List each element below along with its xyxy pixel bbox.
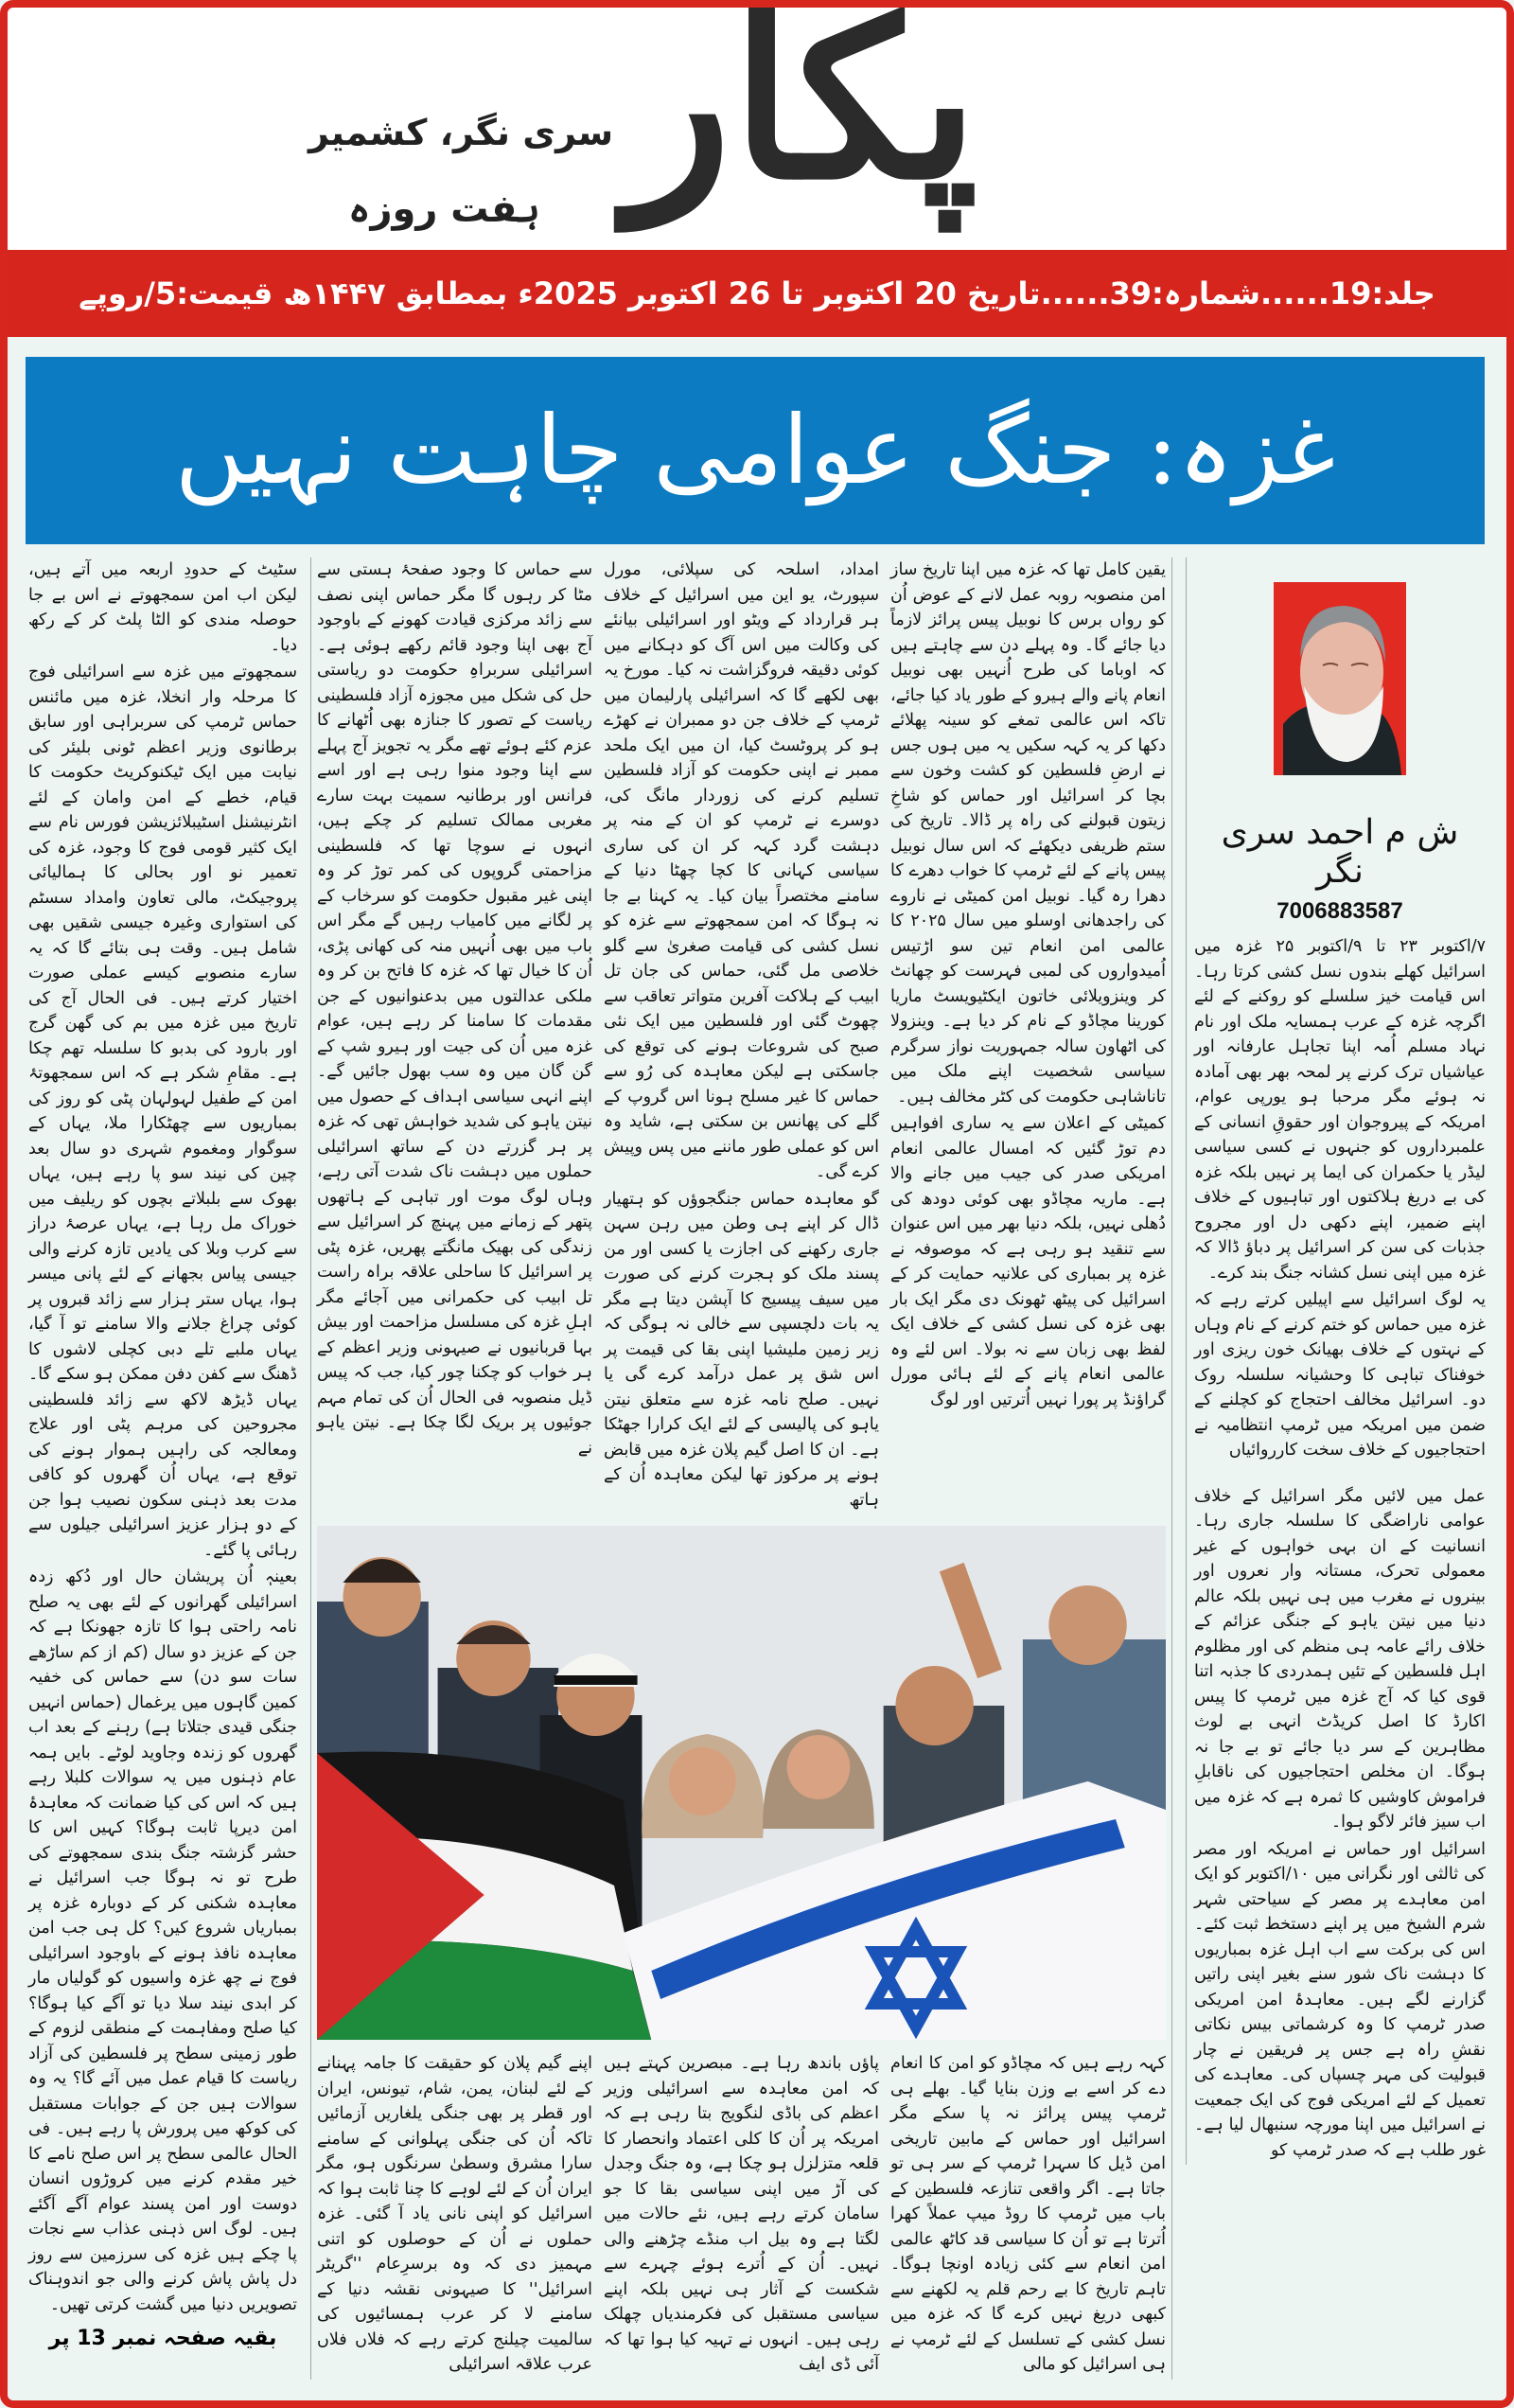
main-headline: غزہ: جنگ عوامی چاہت نہیں xyxy=(26,357,1485,544)
masthead xyxy=(8,0,1506,257)
article-column-5-top xyxy=(1194,934,1486,1463)
middle-columns xyxy=(310,558,1172,2380)
left-column xyxy=(28,558,297,2350)
palestinian-flag xyxy=(317,1752,651,2040)
article-column-4-bottom xyxy=(890,2051,1166,2380)
right-column xyxy=(1186,558,1486,2165)
article-column-3-top xyxy=(604,558,879,1514)
article-paragraph: عمل میں لائیں مگر اسرائیل کے خلاف عوامی ناراضگی کا سلسلہ جاری رہا۔ انسانیت کے ان بہی خواہوں کے غیر معمولی تحرک، مستانہ وار نعروں اور بینروں نے مغرب میں ہی نہیں بلکہ عالم دنیا میں نیتن یاہو کے جنگی عزائم کے خلاف رائے عامہ ہی منظم کی اور مظلوم اہل فلسطین کے تئیں ہمدردی کا جذبہ اتنا قوی کیا کہ آج غزہ میں ٹرمپ کا پیس اکارڈ کا اصل کریڈٹ انہی بے لوث مظاہرین کے سر دیا جائے تو بے جا نہ ہوگا۔ ان مخلص احتجاجیوں کی ناقابلِ فراموش کاوشیں کا ثمرہ ہے کہ غزہ میں اب سیز فائر لاگو ہوا۔ xyxy=(1194,1486,1486,1832)
issue-info-band: جلد:19......شمارہ:39......تاریخ 20 اکتوبر تا 26 اکتوبر 2025ء بمطابق ۱۴۴۷ھ قیمت:5/روپے xyxy=(8,250,1506,337)
article-paragraph: یہ لوگ اسرائیل سے اپیلیں کرتے رہے کہ غزہ میں حماس کو ختم کرنے کے نام وہاں کے نہتوں کے خلاف بھیانک خون ریزی اور خوفناک تباہی کا وحشیانہ سلسلہ روک دو۔ اسرائیل مخالف احتجاج کو کچلنے کے ضمن میں امریکہ میں ٹرمپ انتظامیہ نے احتجاجیوں کے خلاف سخت کارروائیاں xyxy=(1194,1290,1486,1460)
article-column-5-bottom xyxy=(1194,1484,1486,2164)
article-paragraph: گو معاہدہ حماس جنگجوؤں کو ہتھیار ڈال کر اپنے ہی وطن میں رہن سہن جاری رکھنے کی اجازت یا کسی اور من پسند ملک کو ہجرت کرنے کی صورت میں سیف پیسیج کا آپشن دیتا ہے مگر یہ بات دلچسپی سے خالی نہ ہوگی کہ زیر زمین ملیشیا اپنی بقا کی قیمت پر اس شق پر عمل درآمد کرے گی یا نہیں۔ صلح نامہ غزہ سے متعلق نیتن یاہو کی پالیسی کے لئے ایک کرارا جھٹکا ہے۔ ان کا اصل گیم پلان غزہ میں قابض ہونے پر مرکوز تھا لیکن معاہدہ اُن کے ہاتھ xyxy=(604,1189,879,1510)
article-paragraph: کمیٹی کے اعلان سے یہ ساری افواہیں دم توڑ گئیں کہ امسال عالمی انعام امریکی صدر کی جیب میں جانے والا ہے۔ ماریہ مچاڈو بھی کوئی دودھ کی دُھلی نہیں، بلکہ دنیا بھر میں اس عنوان سے تنقید ہو رہی ہے کہ موصوفہ نے غزہ پر بمباری کی علانیہ حمایت کر کے اسرائیل کی پیٹھ ٹھونک دی مگر ایک بار بھی غزہ کی نسل کشی کے خلاف ایک لفظ بھی زبان سے نہ بولا۔ اس لئے وہ عالمی انعام پانے کے لئے ہائی مورل گراؤنڈ پر پورا نہیں اُترتیں اور لوگ xyxy=(890,1114,1166,1409)
article-paragraph: بعینہٖ اُن پریشان حال اور دُکھ زدہ اسرائیلی گھرانوں کے لئے بھی یہ صلح نامہ راحتی ہوا کا تازہ جھونکا ہے کہ جن کے عزیز دو سال (کم از کم ساڑھے سات سو دن) سے حماس کی خفیہ کمین گاہوں میں یرغمال (حماس انہیں جنگی قیدی جتلاتا ہے) رہنے کے بعد اب گھروں کو زندہ وجاوید لوٹے۔ بایں ہمہ عام ذہنوں میں یہ سوالات کلبلا رہے ہیں کہ اس کی کیا ضمانت کہ معاہدۂ امن دیرپا ثابت ہوگا؟ کہیں اس کا حشر گزشتہ جنگ بندی سمجھوتے کی طرح تو نہ ہوگا جب اسرائیل نے معاہدہ شکنی کر کے دوبارہ غزہ پر بمباریاں شروع کیں؟ کل ہی جب امن معاہدہ نافذ ہونے کے باوجود اسرائیلی فوج نے چھ غزہ واسیوں کو گولیاں مار کر ابدی نیند سلا دیا تو آگے کیا ہوگا؟ کیا صلح ومفاہمت کے منطقی لزوم کے طور زمینی سطح پر فلسطین کی آزاد ریاست کا قیام عمل میں آئے گا؟ یہ وہ سوالات ہیں جن کے جوابات مستقبل کی کوکھ میں پرورش پا رہے ہیں۔ فی الحال عالمی سطح پر اس صلح نامے کا خیر مقدم کرنے میں کروڑوں انسان دوست اور امن پسند عوام آگے آگئے ہیں۔ لوگ اس ذہنی عذاب سے نجات پا چکے ہیں غزہ کی سرزمین سے روز دل پاش پاش کرنے والی جو اندوہناک تصویریں دنیا میں گشت کرتی تھیں۔ xyxy=(28,1567,297,2314)
article-paragraph: ۷/اکتوبر ۲۳ تا ۹/اکتوبر ۲۵ غزہ میں اسرائیل کھلے بندوں نسل کشی کرتا رہا۔ اس قیامت خیز سلسلے کو روکنے کے لئے اگرچہ غزہ کے عرب ہمسایہ ملک اور نام نہاد مسلم اُمہ اپنا تجاہل عارفانہ اور عیاشیاں ترک کرنے پر لمحہ بھر بھی آمادہ نہ ہوئے مگر مرحبا ہو یورپی عوام، امریکہ کے پیروجوان اور حقوقِ انسانی کے علمبرداروں کو جنہوں نے کسی سیاسی لیڈر یا حکمران کی ایما پر نہیں بلکہ غزہ کی بے دریغ ہلاکتوں اور تباہیوں کے خلاف اپنے ضمیر، اپنے دکھی دل اور مجروح جذبات کی سن کر اسرائیل پر دباؤ ڈالا کہ غزہ میں اپنی نسل کشانہ جنگ بند کرے۔ xyxy=(1194,937,1487,1283)
article-paragraph: پاؤں باندھ رہا ہے۔ مبصرین کہتے ہیں کہ امن معاہدہ سے اسرائیلی وزیر اعظم کی باڈی لنگویج بتا رہی ہے کہ امریکہ پر اُن کا کلی اعتماد وانحصار کا قلعہ متزلزل ہو چکا ہے، وہ جنگ وجدل کی آڑ میں اپنی سیاسی بقا کا جو سامان کرتے رہے ہیں، نئے حالات میں لگتا ہے وہ بیل اب منڈے چڑھنے والی نہیں۔ اُن کے اُترے ہوئے چہرے سے شکست کے آثار ہی نہیں بلکہ اپنے سیاسی مستقبل کی فکرمندیاں چھلک رہی ہیں۔ انہوں نے تہیہ کیا ہوا تھا کہ آئی ڈی ایف xyxy=(604,2054,879,2374)
article-paragraph: سٹیٹ کے حدودِ اربعہ میں آتے ہیں، لیکن اب امن سمجھوتے نے اس بے جا حوصلہ مندی کو الٹا پلٹ کر کے رکھ دیا۔ xyxy=(28,560,297,655)
article-paragraph: اسرائیل اور حماس نے امریکہ اور مصر کی ثالثی اور نگرانی میں ۱۰/اکتوبر کو ایک امن معاہدے پر مصر کے سیاحتی شہر شرم الشیخ میں پر اپنے دستخط ثبت کئے۔ اس کی برکت سے اب اہل غزہ بمباریوں کا دہشت ناک شور سنے بغیر اپنی راتیں گزارنے لگے ہیں۔ معاہدۂ امن امریکی صدر ٹرمپ کا وہ کرشماتی بیس نکاتی نقشِ راہ ہے جس پر فریقین نے چار قبولیت کی مہر چسپاں کی۔ معاہدے کی تعمیل کے لئے امریکی فوج کی ایک جمعیت نے اسرائیل میں اپنا مورچہ سنبھال لیا ہے۔ غور طلب ہے کہ صدر ٹرمپ کو xyxy=(1194,1839,1486,2160)
article-paragraph: سے حماس کا وجود صفحۂ ہستی سے مٹا کر رہوں گا مگر حماس اپنی نصف سے زائد مرکزی قیادت کھونے کے باوجود آج بھی اپنا وجود قائم رکھے ہوئی ہے۔ اسرائیلی سربراہِ حکومت دو ریاستی حل کی شکل میں مجوزہ آزاد فلسطینی ریاست کے تصور کا جنازہ بھی اُٹھانے کا عزم کئے ہوئے تھے مگر یہ تجویز آج پہلے سے اپنا وجود منوا رہی ہے اور اسے فرانس اور برطانیہ سمیت بہت سارے مغربی ممالک تسلیم کر چکے ہیں، انہوں نے سوچا تھا کہ فلسطینی مزاحمتی گروپوں کی کمر توڑ کر وہ اپنی غیر مقبول حکومت کو سرخاب کے پر لگانے میں کامیاب رہیں گے مگر اس باب میں بھی اُنہیں منہ کی کھانی پڑی، اُن کا خیال تھا کہ غزہ کا فاتح بن کر وہ ملکی عدالتوں میں بدعنوانیوں کے جن مقدمات کا سامنا کر رہے ہیں، عوام غزہ میں اُن کی جیت اور ہیرو شپ کے گن گان میں وہ سب بھول جائیں گے۔ اپنے انہی سیاسی اہداف کے حصول میں نیتن یاہو کی شدید خواہش تھی کہ غزہ پر ہر گزرتے دن کے ساتھ اسرائیلی حملوں میں دہشت ناک شدت آتی رہے، وہاں لوگ موت اور تباہی کے ہاتھوں پتھر کے زمانے میں پہنچ کر اسرائیل سے زندگی کی بھیک مانگتے پھریں، غزہ پٹی پر اسرائیل کا ساحلی علاقہ براہ راست تل ابیب کی حکمرانی میں آجائے مگر اہلِ غزہ کی مسلسل مزاحمت اور بیش بہا قربانیوں نے صیہونی وزیر اعظم کے ہر خواب کو چکنا چور کیا، جب کہ پیس ڈیل منصوبہ فی الحال اُن کی تمام مہم جوئیوں پر بریک لگا چکا ہے۔ نیتن یاہو نے xyxy=(317,560,592,1458)
article-column-2-bottom xyxy=(317,2051,592,2380)
article-paragraph: سمجھوتے میں غزہ سے اسرائیلی فوج کا مرحلہ وار انخلا، غزہ میں مائنس حماس ٹرمپ کی سربراہی اور سابق برطانوی وزیر اعظم ٹونی بلیئر کی نیابت میں ایک ٹیکنوکریٹ حکومت کا قیام، خطے کے امن وامان کے لئے انٹرنیشنل اسٹیبلائزیشن فورس نام سے ایک کثیر قومی فوج کا وجود، غزہ کی تعمیر نو اور بحالی کا ہمالیائی پروجیکٹ، مالی تعاون وامداد سسٹم کی استواری وغیرہ جیسی شقیں بھی شامل ہیں۔ وقت ہی بتائے گا کہ یہ سارے منصوبے کیسے عملی صورت اختیار کرتے ہیں۔ فی الحال آج کی تاریخ میں غزہ میں بم کی گھن گرج اور بارود کی بدبو کا سلسلہ تھم چکا ہے۔ مقامِ شکر ہے کہ اس سمجھوتۂ امن کے طفیل لہولہان پٹی کو روز کی بمباریوں سے چھٹکارا ملا، یہاں کے سوگوار ومغموم شہری دو سال بعد چین کی نیند سو پا رہے ہیں، یہاں بھوک سے بلبلاتے بچوں کو ریلیف میں خوراک مل رہا ہے، یہاں عرصۂ دراز سے کرب وبلا کی یادیں تازہ کرنے والی جیسی پیاس بجھانے کے لئے پانی میسر ہوا، یہاں ستر ہزار سے زائد قبروں پر کوئی چراغ جلانے والا سامنے تو آ گیا، یہاں ملبے تلے دبی کچلی لاشوں کا ڈھنگ سے کفن دفن ممکن ہو سکے گا۔ یہاں ڈیڑھ لاکھ سے زائد فلسطینی مجروحین کی مرہم پٹی اور علاج ومعالجہ کی راہیں ہموار ہونے کی توقع ہے، یہاں اُن گھروں کو کافی مدت بعد ذہنی سکون نصیب ہوا جن کے دو ہزار عزیز اسرائیلی جیلوں سے رہائی پا گئے۔ xyxy=(28,663,297,1560)
article-column-4-top xyxy=(890,558,1166,1414)
author-photo xyxy=(1274,582,1406,775)
author-name: ش م احمد سری نگر xyxy=(1221,813,1459,891)
celebration-photo xyxy=(317,1526,1166,2040)
article-column-2-top xyxy=(317,558,592,1462)
author-phone: 7006883587 xyxy=(1276,898,1403,924)
article-column-1 xyxy=(28,558,297,2317)
bottom-columns-row xyxy=(317,2051,1166,2380)
newspaper-logo: پکار xyxy=(625,0,979,228)
article-paragraph: اپنے گیم پلان کو حقیقت کا جامہ پہنانے کے لئے لبنان، یمن، شام، تیونس، ایران اور قطر پر بھی جنگی یلغاریں آزمائیں تاکہ اُن کی جنگی پہلوانی کے سامنے سارا مشرق وسطیٰ سرنگوں ہو، مگر ایران اُن کے لئے لوہے کا چنا ثابت ہوا کہ اسرائیل کو اپنی نانی یاد آ گئی۔ غزہ حملوں نے اُن کے حوصلوں کو اتنی مہمیز دی کہ وہ برسرِعام ''گریٹر اسرائیل'' کا صیہونی نقشہ دنیا کے سامنے لا کر عرب ہمسائیوں کی سالمیت چیلنج کرتے رہے کہ فلاں فلاں عرب علاقہ اسرائیلی xyxy=(317,2054,592,2374)
frequency-label: ہفت روزہ xyxy=(348,187,540,231)
article-paragraph: امداد، اسلحہ کی سپلائی، مورل سپورٹ، یو این میں اسرائیل کے خلاف ہر قرارداد کے ویٹو اور اسرائیلی بیانئے کی وکالت میں اس آگ کو دہکانے میں کوئی دقیقہ فروگزاشت نہ کیا۔ مورخ یہ بھی لکھے گا کہ اسرائیلی پارلیمان میں ٹرمپ کے خلاف جن دو ممبران نے کھڑے ہو کر پروٹسٹ کیا، ان میں ایک ملحد ممبر نے اپنی حکومت کو آزاد فلسطین تسلیم کرنے کی زوردار مانگ کی، دوسرے نے ٹرمپ کو ان کے منہ پر دہشت گرد کہہ کر ان کی ساری سیاسی کہانی کا کچا چھٹا دنیا کے سامنے مختصراً بیان کیا۔ یہ کہنا بے جا نہ ہوگا کہ امن سمجھوتے سے غزہ کو نسل کشی کی قیامت صغریٰ سے گلو خلاصی مل گئی، حماس کی جان تل ابیب کے ہلاکت آفرین متواتر تعاقب سے چھوٹ گئی اور فلسطین میں ایک نئی صبح کی شروعات ہونے کی توقع کی جاسکتی ہے لیکن معاہدہ کی رُو سے حماس کا غیر مسلح ہونا اس گروپ کے گلے کی پھانس بن سکتی ہے، شاید وہ اس کو عملی طور ماننے میں پس وپیش کرے گی۔ xyxy=(604,560,879,1181)
article-paragraph: یقین کامل تھا کہ غزہ میں اپنا تاریخ ساز امن منصوبہ روبہ عمل لانے کے عوض اُن کو رواں برس کا نوبیل پیس پرائز لازماً دیا جائے گا۔ وہ پہلے دن سے چاہتے ہیں کہ اوباما کی طرح اُنہیں بھی نوبیل انعام پانے والے ہیرو کے طور یاد کیا جائے، تاکہ اس عالمی تمغے کو سینہ پھلائے دکھا کر یہ کہہ سکیں یہ میں ہوں جس نے ارضِ فلسطین کو کشت وخون سے بچا کر اسرائیل اور حماس کو شاخِ زیتون قبولنے کی راہ پر ڈالا۔ تاریخ کی ستم ظریفی دیکھئے کہ اس سال نوبیل پیس پانے کے لئے ٹرمپ کا خواب دھرے کا دھرا رہ گیا۔ نوبیل امن کمیٹی نے ناروے کی راجدھانی اوسلو میں سال ۲۰۲۵ کا عالمی امن انعام تین سو اڑتیس اُمیدواروں کی لمبی فہرست کو چھانٹ کر وینزویلائی خاتون ایکٹیویسٹ ماریا کورینا مچاڈو کے نام کر دیا ہے۔ وینزولا کی اٹھاون سالہ جمہوریت نواز سرگرم سیاسی شخصیت اپنے ملک میں تاناشاہی حکومت کی کٹر مخالف ہیں۔ xyxy=(890,560,1166,1107)
location-label: سری نگر، کشمیر xyxy=(308,112,614,153)
article-paragraph: کہہ رہے ہیں کہ مچاڈو کو امن کا انعام دے کر اسے بے وزن بنایا گیا۔ بھلے ہی ٹرمپ پیس پرائز نہ پا سکے مگر اسرائیل اور حماس کے مابین تاریخی امن ڈیل کا سہرا ٹرمپ کے سر ہی تو جاتا ہے۔ اگر واقعی تنازعہ فلسطین کے باب میں ٹرمپ کا روڈ میپ عملاً کھرا اُترتا ہے تو اُن کا سیاسی قد کاٹھ عالمی امن انعام سے کئی زیادہ اونچا ہوگا۔ تاہم تاریخ کا بے رحم قلم یہ لکھنے سے کبھی دریغ نہیں کرے گا کہ غزہ میں نسل کشی کے تسلسل کے لئے ٹرمپ نے ہی اسرائیل کو مالی xyxy=(890,2054,1166,2374)
continuation-note: بقیہ صفحہ نمبر 13 پر xyxy=(48,2327,277,2350)
top-columns-row xyxy=(317,558,1166,1514)
article-body xyxy=(28,558,1486,2408)
article-column-3-bottom xyxy=(604,2051,879,2380)
